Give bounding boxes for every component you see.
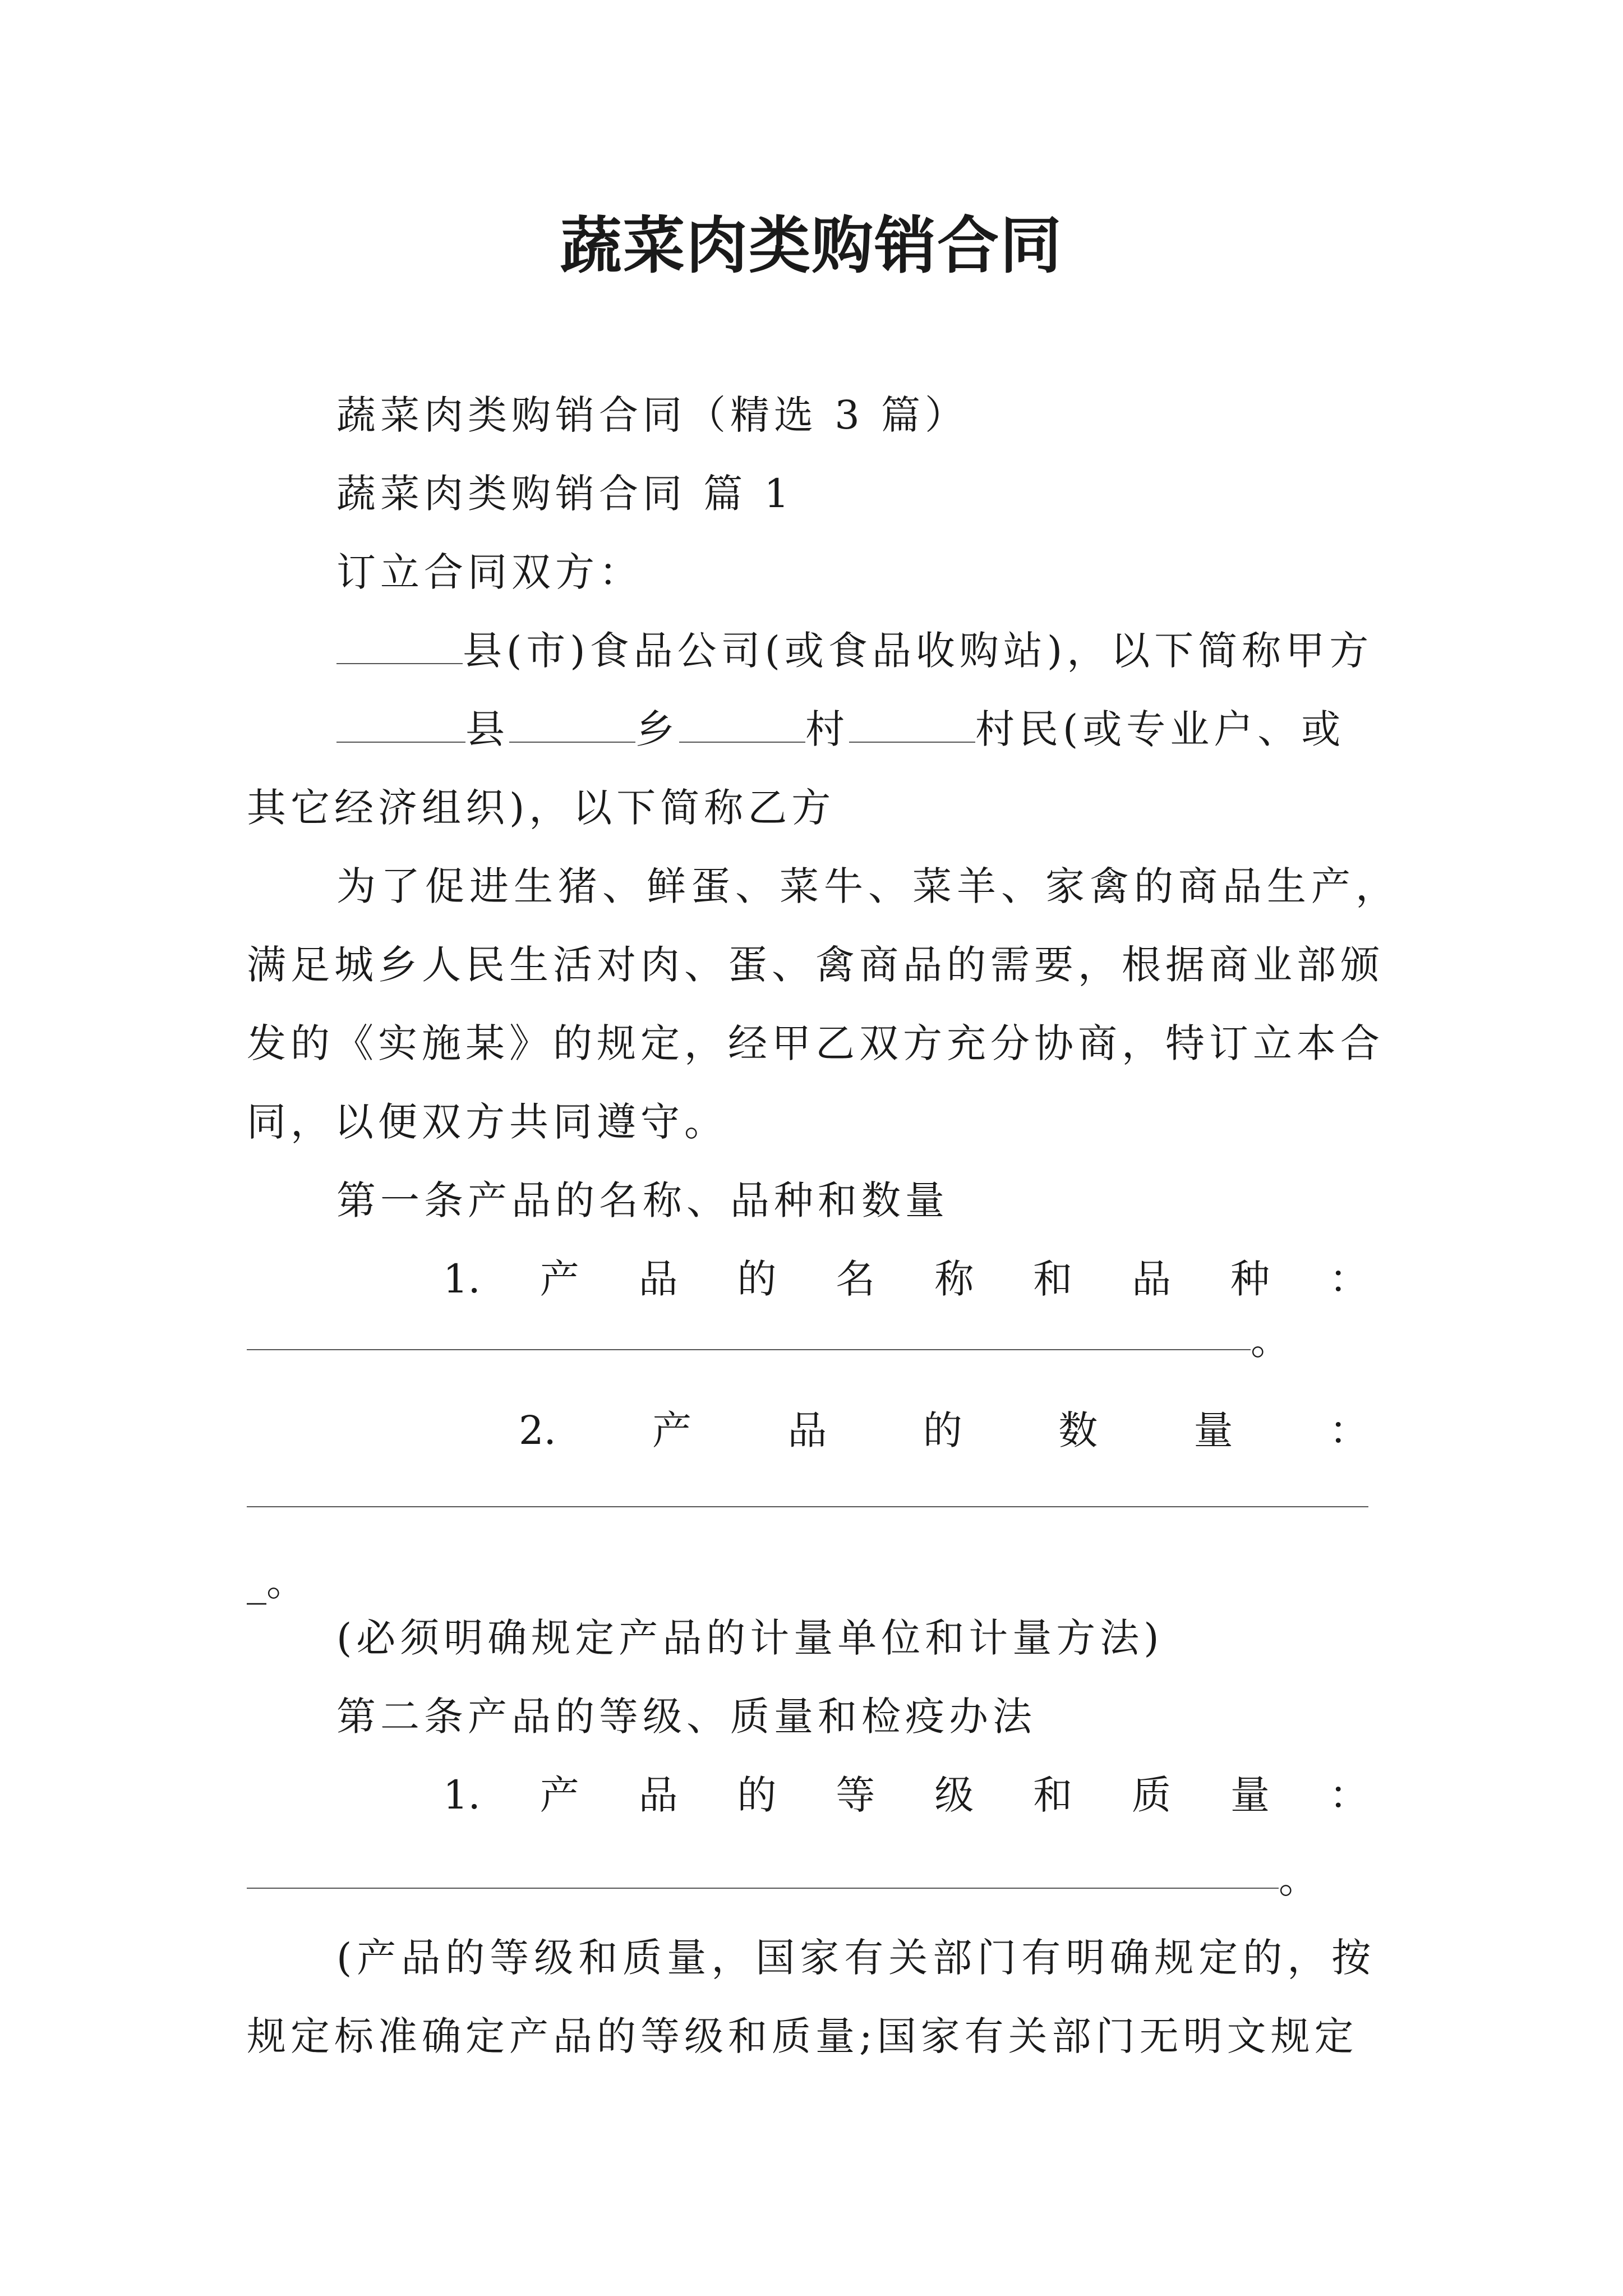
label-char: 质 — [1132, 1772, 1172, 1818]
article-2-item-1-blank — [247, 1888, 1279, 1889]
label-char: 等 — [836, 1772, 875, 1818]
article-1-item-2-label — [519, 1402, 1368, 1458]
article-1-item-1-label — [443, 1251, 1368, 1307]
preamble-line-3: 发的《实施某》的规定，经甲乙双方充分协商，特订立本合 — [247, 1020, 1384, 1066]
label-char: 产 — [540, 1256, 579, 1302]
county-label: 县 — [465, 706, 509, 752]
label-char: 级 — [934, 1772, 974, 1818]
label-char: 称 — [934, 1256, 974, 1302]
village-blank — [679, 708, 805, 743]
article-1-item-1-end: 。 — [1251, 1318, 1290, 1364]
label-char: 的 — [737, 1772, 777, 1818]
label-char: 量 — [1230, 1772, 1270, 1818]
label-char: 数 — [1058, 1407, 1098, 1453]
party-a-blank — [336, 629, 463, 664]
preamble-line-2: 满足城乡人民生活对肉、蛋、禽商品的需要，根据商业部颁 — [247, 942, 1384, 988]
parties-heading: 订立合同双方： — [336, 549, 643, 595]
label-char: 产 — [652, 1407, 692, 1453]
article-1-item-1-blank — [247, 1349, 1251, 1350]
label-char: 品 — [638, 1256, 678, 1302]
article-1-heading: 第一条产品的名称、品种和数量 — [336, 1177, 949, 1223]
article-1-note: (必须明确规定产品的计量单位和计量方法) — [336, 1615, 1164, 1661]
label-char: 名 — [836, 1256, 875, 1302]
article-2-item-1-label — [443, 1767, 1368, 1823]
township-label: 乡 — [635, 706, 679, 752]
township-blank — [509, 708, 635, 743]
label-char: 1. — [443, 1256, 481, 1302]
chapter-heading: 蔬菜肉类购销合同 篇 1 — [336, 471, 794, 517]
article-2-note-line-1: (产品的等级和质量，国家有关部门有明确规定的，按 — [336, 1935, 1376, 1981]
villager-blank — [849, 708, 975, 743]
article-1-item-2-end: _。 — [247, 1559, 306, 1605]
label-char: 量 — [1193, 1407, 1233, 1453]
party-a-line — [336, 623, 1373, 679]
label-char: 和 — [1033, 1772, 1073, 1818]
label-char: 2. — [519, 1407, 556, 1453]
county-blank — [336, 708, 465, 743]
article-1-item-2-blank — [247, 1506, 1368, 1507]
preamble-line-4: 同，以便双方共同遵守。 — [247, 1099, 728, 1145]
party-b-text: 村民(或专业户、或 — [975, 706, 1345, 752]
village-label: 村 — [805, 706, 849, 752]
article-2-note-line-2: 规定标准确定产品的等级和质量;国家有关部门无明文规定 — [247, 2013, 1358, 2059]
label-char: ： — [1329, 1407, 1368, 1453]
label-char: 和 — [1033, 1256, 1073, 1302]
label-char: 产 — [540, 1772, 579, 1818]
party-b-line — [336, 701, 1345, 757]
label-char: 的 — [737, 1256, 777, 1302]
document-title: 蔬菜肉类购销合同 — [560, 210, 1063, 282]
article-2-item-1-end: 。 — [1279, 1856, 1318, 1902]
preamble-line-1: 为了促进生猪、鲜蛋、菜牛、菜羊、家禽的商品生产， — [336, 863, 1400, 909]
label-char: ： — [1329, 1256, 1368, 1302]
label-char: 品 — [787, 1407, 827, 1453]
label-char: 种 — [1230, 1256, 1270, 1302]
label-char: 品 — [638, 1772, 678, 1818]
label-char: 品 — [1132, 1256, 1172, 1302]
article-2-heading: 第二条产品的等级、质量和检疫办法 — [336, 1694, 1036, 1740]
subtitle: 蔬菜肉类购销合同（精选 3 篇） — [336, 392, 969, 438]
party-a-text: 县(市)食品公司(或食品收购站)，以下简称甲方 — [463, 628, 1373, 674]
label-char: ： — [1329, 1772, 1368, 1818]
party-b-continuation: 其它经济组织)，以下简称乙方 — [247, 785, 836, 831]
label-char: 1. — [443, 1772, 481, 1818]
label-char: 的 — [923, 1407, 962, 1453]
